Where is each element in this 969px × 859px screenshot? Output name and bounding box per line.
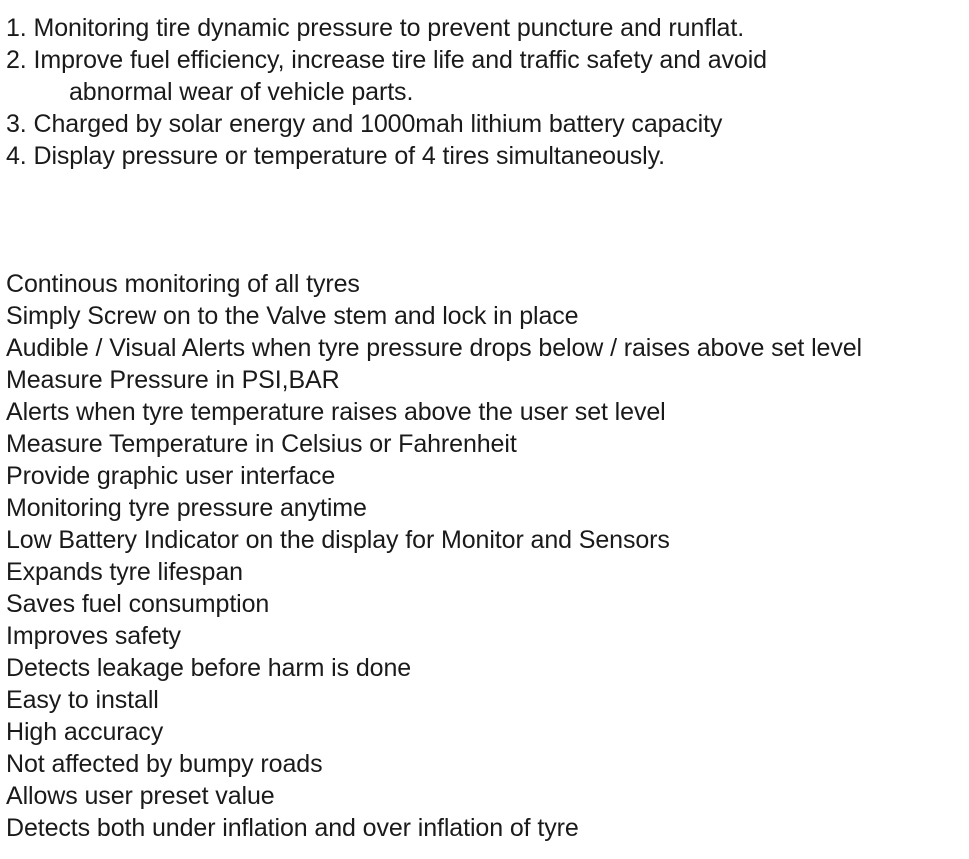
numbered-item-text: 3. Charged by solar energy and 1000mah lithium battery capacity [6,110,723,138]
feature-item: Measure Pressure in PSI,BAR [6,366,340,394]
feature-list [6,268,862,844]
feature-item: Measure Temperature in Celsius or Fahrenheit [6,430,517,458]
numbered-item-4 [6,140,767,172]
feature-item: Saves fuel consumption [6,590,270,618]
feature-item: Easy to install [6,686,159,714]
feature-item: Alerts when tyre temperature raises above the user set level [6,398,666,426]
feature-item: Monitoring tyre pressure anytime [6,494,367,522]
feature-item: Simply Screw on to the Valve stem and lock in place [6,302,579,330]
numbered-item-1 [6,12,767,44]
feature-item: Not affected by bumpy roads [6,750,323,778]
numbered-item-text: 1. Monitoring tire dynamic pressure to prevent puncture and runflat. [6,14,745,42]
feature-item: Detects leakage before harm is done [6,654,412,682]
numbered-item-3 [6,108,767,140]
numbered-item-continuation: abnormal wear of vehicle parts. [69,78,414,106]
feature-item: High accuracy [6,718,164,746]
feature-item: Detects both under inflation and over inflation of tyre [6,814,579,842]
numbered-item-text: 4. Display pressure or temperature of 4 tires simultaneously. [6,142,666,170]
numbered-item-2 [6,44,767,108]
numbered-feature-list [6,12,767,172]
feature-item: Continous monitoring of all tyres [6,270,360,298]
feature-item: Improves safety [6,622,181,650]
numbered-item-text: 2. Improve fuel efficiency, increase tire life and traffic safety and avoid [6,46,767,74]
feature-item: Allows user preset value [6,782,275,810]
feature-item: Audible / Visual Alerts when tyre pressure drops below / raises above set level [6,334,862,362]
feature-item: Provide graphic user interface [6,462,336,490]
feature-item: Expands tyre lifespan [6,558,243,586]
feature-item: Low Battery Indicator on the display for Monitor and Sensors [6,526,670,554]
